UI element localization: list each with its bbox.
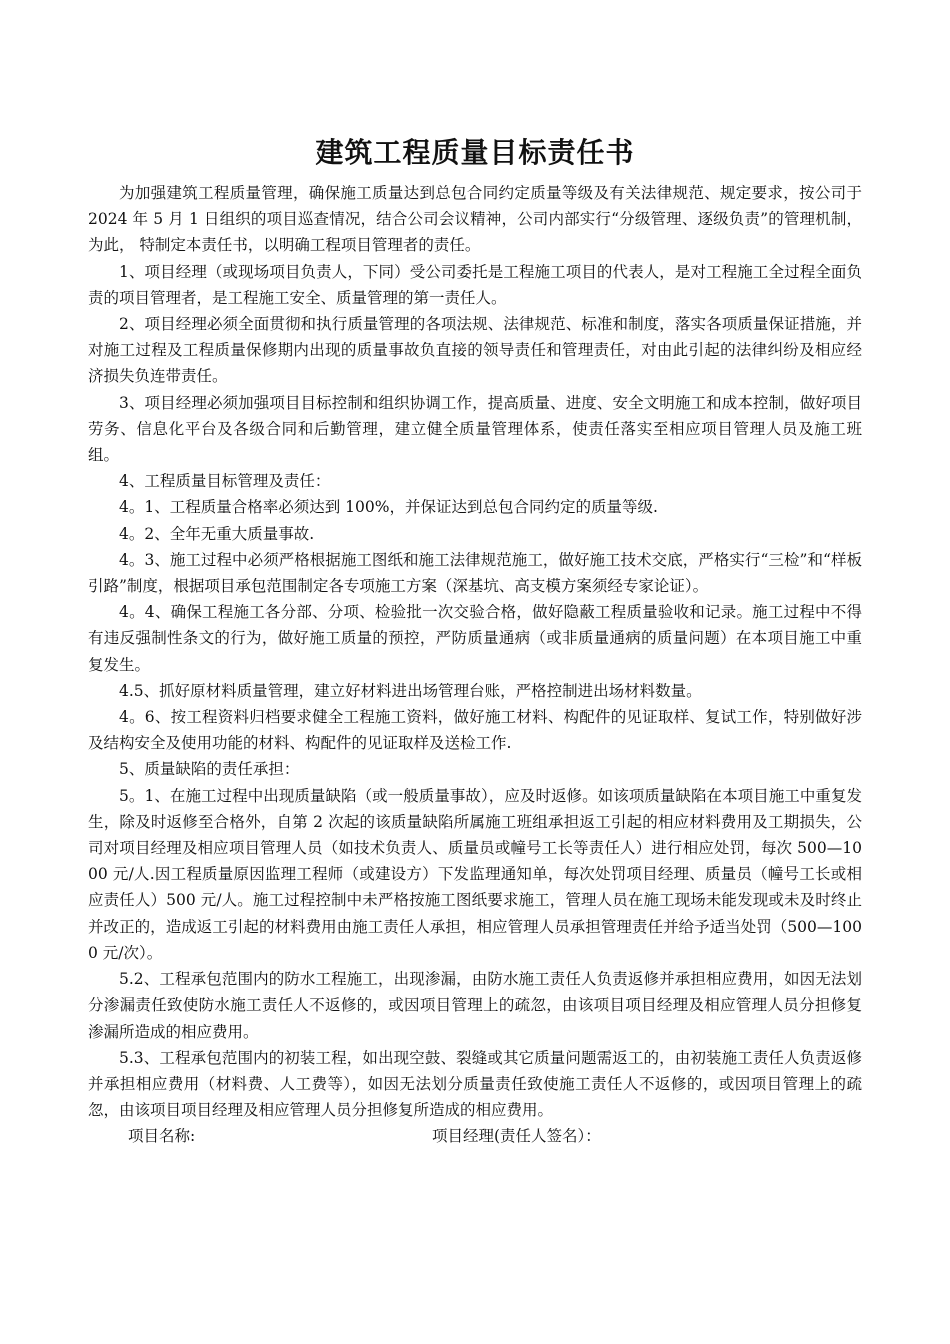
paragraph-clause-3: 3、项目经理必须加强项目目标控制和组织协调工作，提高质量、进度、安全文明施工和成本控制，做好项目劳务、信息化平台及各级合同和后勤管理，建立健全质量管理体系，使责任落实至相应项目管理人员及施工班组。: [88, 393, 862, 465]
document-body: [88, 180, 862, 1123]
paragraph-intro: 为加强建筑工程质量管理，确保施工质量达到总包合同约定质量等级及有关法律规范、规定要求，按公司于 2024 年 5 月 1 日组织的项目巡查情况，结合公司会议精神，公司内部实行“分级管理、逐级负责”的管理机制，为此， 特制定本责任书，以明确工程项目管理者的责任。: [88, 184, 862, 255]
paragraph-clause-4-5: 4.5、抓好原材料质量管理，建立好材料进出场管理台账，严格控制进出场材料数量。: [119, 681, 702, 700]
paragraph-clause-4-6: 4。6、按工程资料归档要求健全工程施工资料，做好施工材料、构配件的见证取样、复试工作，特别做好涉及结构安全及使用功能的材料、构配件的见证取样及送检工作.: [88, 708, 862, 753]
manager-signature-label: 项目经理(责任人签名）：: [432, 1127, 601, 1146]
paragraph-clause-4: 4、工程质量目标管理及责任：: [119, 472, 331, 491]
paragraph-clause-5-3: 5.3、工程承包范围内的初装工程，如出现空鼓、裂缝或其它质量问题需返工的，由初装施工责任人负责返修并承担相应费用（材料费、人工费等），如因无法划分质量责任致使施工责任人不返修的，或因项目管理上的疏忽，由该项目项目经理及相应管理人员分担修复所造成的相应费用。: [88, 1048, 862, 1120]
document-title: 建筑工程质量目标责任书: [315, 136, 635, 169]
document-page: [88, 0, 862, 1344]
paragraph-clause-5: 5、质量缺陷的责任承担：: [119, 760, 300, 779]
signature-row: [88, 1123, 862, 1149]
paragraph-clause-4-1: 4。1、工程质量合格率必须达到 100%，并保证达到总包合同约定的质量等级.: [119, 498, 658, 517]
paragraph-clause-4-4: 4。4、确保工程施工各分部、分项、检验批一次交验合格，做好隐蔽工程质量验收和记录。施工过程中不得有违反强制性条文的行为，做好施工质量的预控，严防质量通病（或非质量通病的质量问题）在本项目施工中重复发生。: [88, 603, 862, 674]
paragraph-clause-2: 2、项目经理必须全面贯彻和执行质量管理的各项法规、法律规范、标准和制度，落实各项质量保证措施，并对施工过程及工程质量保修期内出现的质量事故负直接的领导责任和管理责任，对由此引起的法律纠纷及相应经济损失负连带责任。: [88, 315, 862, 386]
paragraph-clause-4-2: 4。2、全年无重大质量事故.: [119, 524, 315, 543]
project-name-label: 项目名称:: [128, 1127, 196, 1146]
paragraph-clause-4-3: 4。3、施工过程中必须严格根据施工图纸和施工法律规范施工，做好施工技术交底，严格实行“三检”和“样板引路”制度，根据项目承包范围制定各专项施工方案（深基坑、高支模方案须经专家论证）。: [88, 550, 862, 596]
paragraph-clause-5-2: 5.2、工程承包范围内的防水工程施工，出现渗漏，由防水施工责任人负责返修并承担相应费用，如因无法划分渗漏责任致使防水施工责任人不返修的，或因项目管理上的疏忽，由该项目项目经理及相应管理人员分担修复渗漏所造成的相应费用。: [88, 970, 862, 1041]
paragraph-clause-5-1: 5。1、在施工过程中出现质量缺陷（或一般质量事故），应及时返修。如该项质量缺陷在本项目施工中重复发生，除及时返修至合格外，自第 2 次起的该质量缺陷所属施工班组承担返工引起的相应材料费用及工期损失，公司对项目经理及相应项目管理人员（如技术负责人、质量员或幢号工长等责任人）进行相应处罚，每次 500—1000 元/人.因工程质量原因监理工程师（或建设方）下发监理通知单，每次处罚项目经理、质量员（幢号工长或相应责任人）500 元/人。施工过程控制中未严格按施工图纸要求施工，管理人员在施工现场未能发现或未及时终止并改正的，造成返工引起的材料费用由施工责任人承担，相应管理人员承担管理责任并给予适当处罚（500—1000 元/次）。: [88, 786, 862, 962]
paragraph-clause-1: 1、项目经理（或现场项目负责人，下同）受公司委托是工程施工项目的代表人，是对工程施工全过程全面负责的项目管理者，是工程施工安全、质量管理的第一责任人。: [88, 262, 862, 307]
